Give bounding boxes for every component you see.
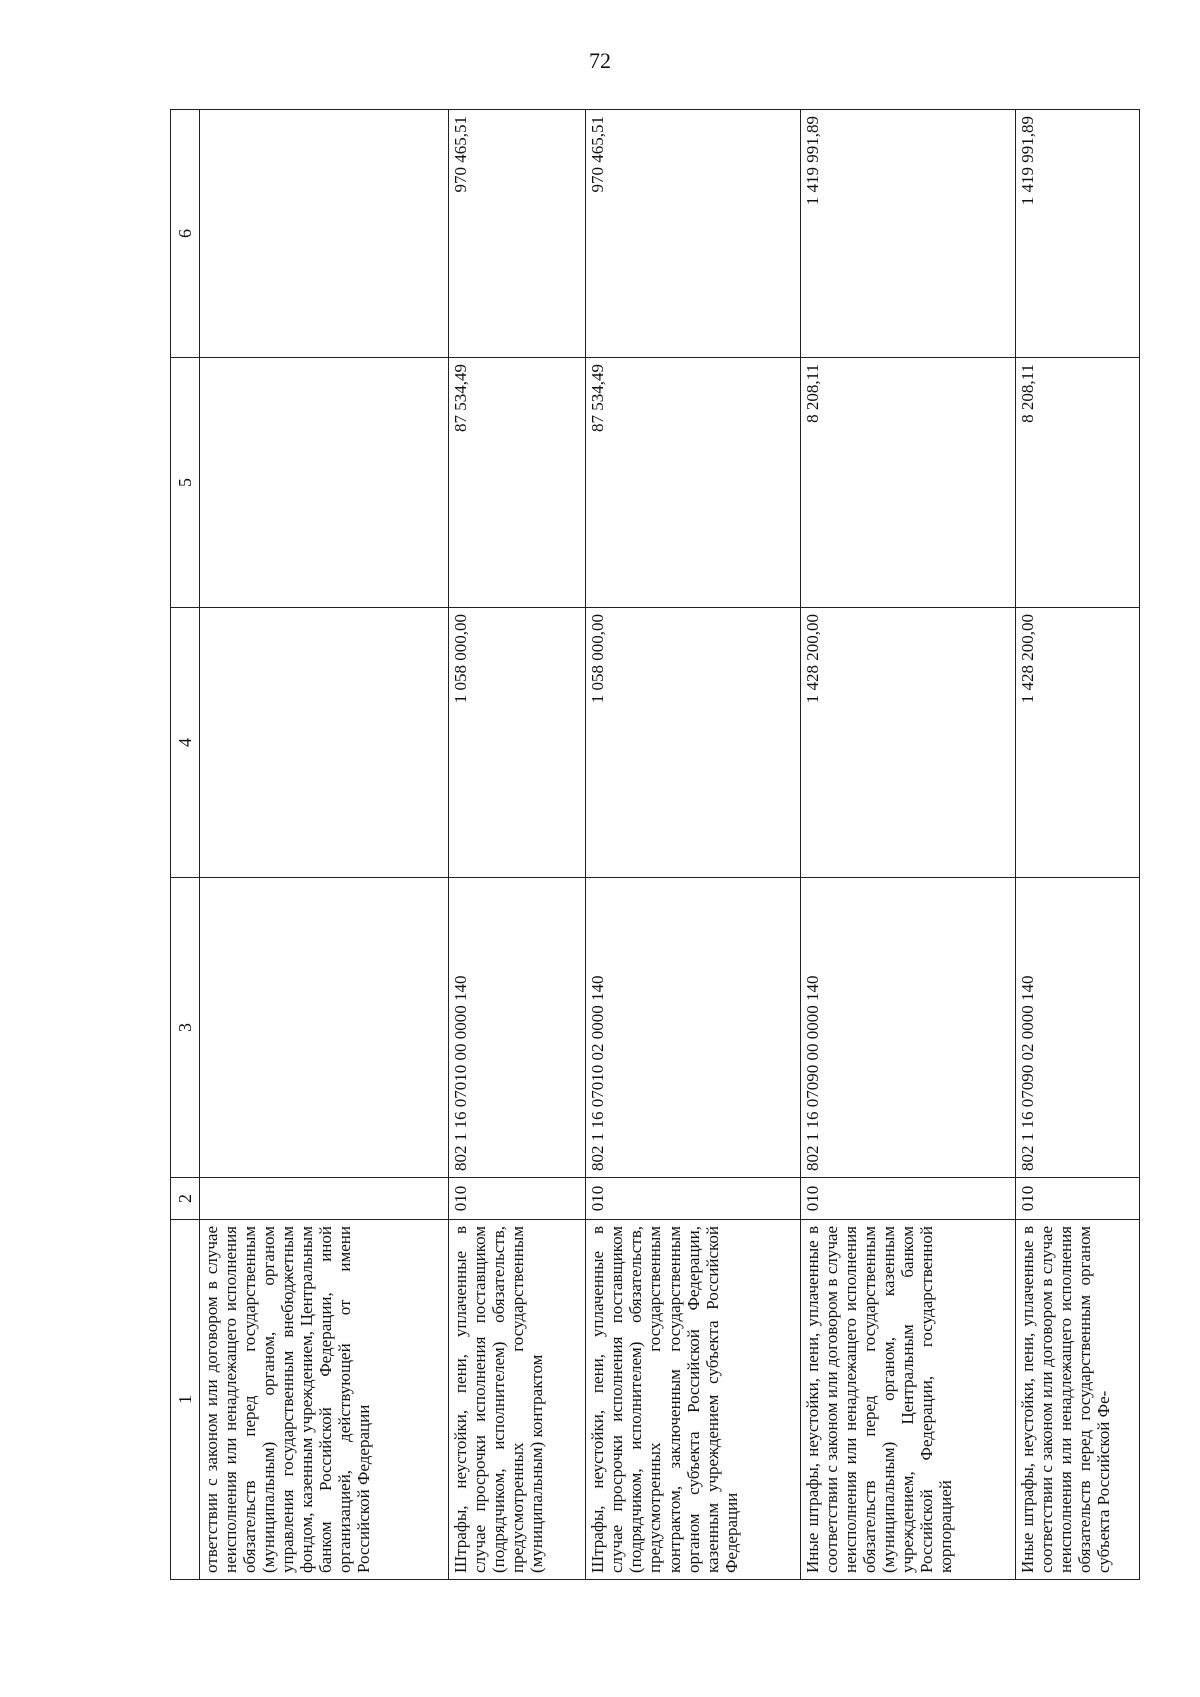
row-name: Штрафы, неустойки, пени, уплаченные в случае просрочки исполнения поставщиком (подрядчиком, исполнителем) обязательств, предусмотренных государственным (муниципальным) контрактом (448, 1220, 586, 1580)
row-col4: 1 428 200,00 (801, 608, 1016, 878)
table-row (200, 110, 449, 1580)
row-name: Иные штрафы, неустойки, пени, уплаченные в соответствии с законом или договором в случае неисполнения или ненадлежащего исполнения обязательств перед государственным органом субъекта Российской Фе- (1015, 1220, 1139, 1580)
row-kbk: 802 1 16 07010 02 0000 140 (586, 878, 801, 1178)
header-cell: 4 (171, 608, 200, 878)
row-col6: 970 465,51 (448, 110, 586, 358)
row-name: ответствии с законом или договором в случае неисполнения или ненадлежащего исполнения обязательств перед государственным (муниципальным) органом, органом управления государственным внебюджетным фондом, казенным учреждением, Центральным банком Российской Федерации, иной организацией, действующей от имени Российской Федерации (200, 1220, 449, 1580)
row-code (200, 1178, 449, 1220)
row-col4: 1 428 200,00 (1015, 608, 1139, 878)
table-row (801, 110, 1016, 1580)
header-cell: 1 (171, 1220, 200, 1580)
header-cell: 6 (171, 110, 200, 358)
row-col6: 1 419 991,89 (801, 110, 1016, 358)
row-name: Штрафы, неустойки, пени, уплаченные в случае просрочки исполнения поставщиком (подрядчиком, исполнителем) обязательств, предусмотренных государственным контрактом, заключенным государственным органом субъекта Российской Федерации, казенным учреждением субъекта Российской Федерации (586, 1220, 801, 1580)
row-col4 (200, 608, 449, 878)
rotated-table-wrapper (170, 110, 1140, 1580)
table-row (586, 110, 801, 1580)
row-name: Иные штрафы, неустойки, пени, уплаченные в соответствии с законом или договором в случае неисполнения или ненадлежащего исполнения обязательств перед государственным (муниципальным) органом, казенным учреждением, Центральным банком Российской Федерации, государственной корпорацией (801, 1220, 1016, 1580)
report-table (170, 109, 1140, 1580)
header-cell: 2 (171, 1178, 200, 1220)
row-code: 010 (801, 1178, 1016, 1220)
page-number: 72 (589, 48, 611, 73)
row-kbk: 802 1 16 07010 00 0000 140 (448, 878, 586, 1178)
row-kbk: 802 1 16 07090 02 0000 140 (1015, 878, 1139, 1178)
row-code: 010 (1015, 1178, 1139, 1220)
header-cell: 3 (171, 878, 200, 1178)
table-row (1015, 110, 1139, 1580)
row-col6: 970 465,51 (586, 110, 801, 358)
row-code: 010 (586, 1178, 801, 1220)
row-kbk: 802 1 16 07090 00 0000 140 (801, 878, 1016, 1178)
row-col6 (200, 110, 449, 358)
row-kbk (200, 878, 449, 1178)
row-code: 010 (448, 1178, 586, 1220)
header-row (171, 110, 200, 1580)
row-col4: 1 058 000,00 (586, 608, 801, 878)
table-row (448, 110, 586, 1580)
row-col5: 87 534,49 (586, 358, 801, 608)
row-col6: 1 419 991,89 (1015, 110, 1139, 358)
header-cell: 5 (171, 358, 200, 608)
row-col4: 1 058 000,00 (448, 608, 586, 878)
row-col5: 87 534,49 (448, 358, 586, 608)
row-col5: 8 208,11 (1015, 358, 1139, 608)
row-col5 (200, 358, 449, 608)
row-col5: 8 208,11 (801, 358, 1016, 608)
